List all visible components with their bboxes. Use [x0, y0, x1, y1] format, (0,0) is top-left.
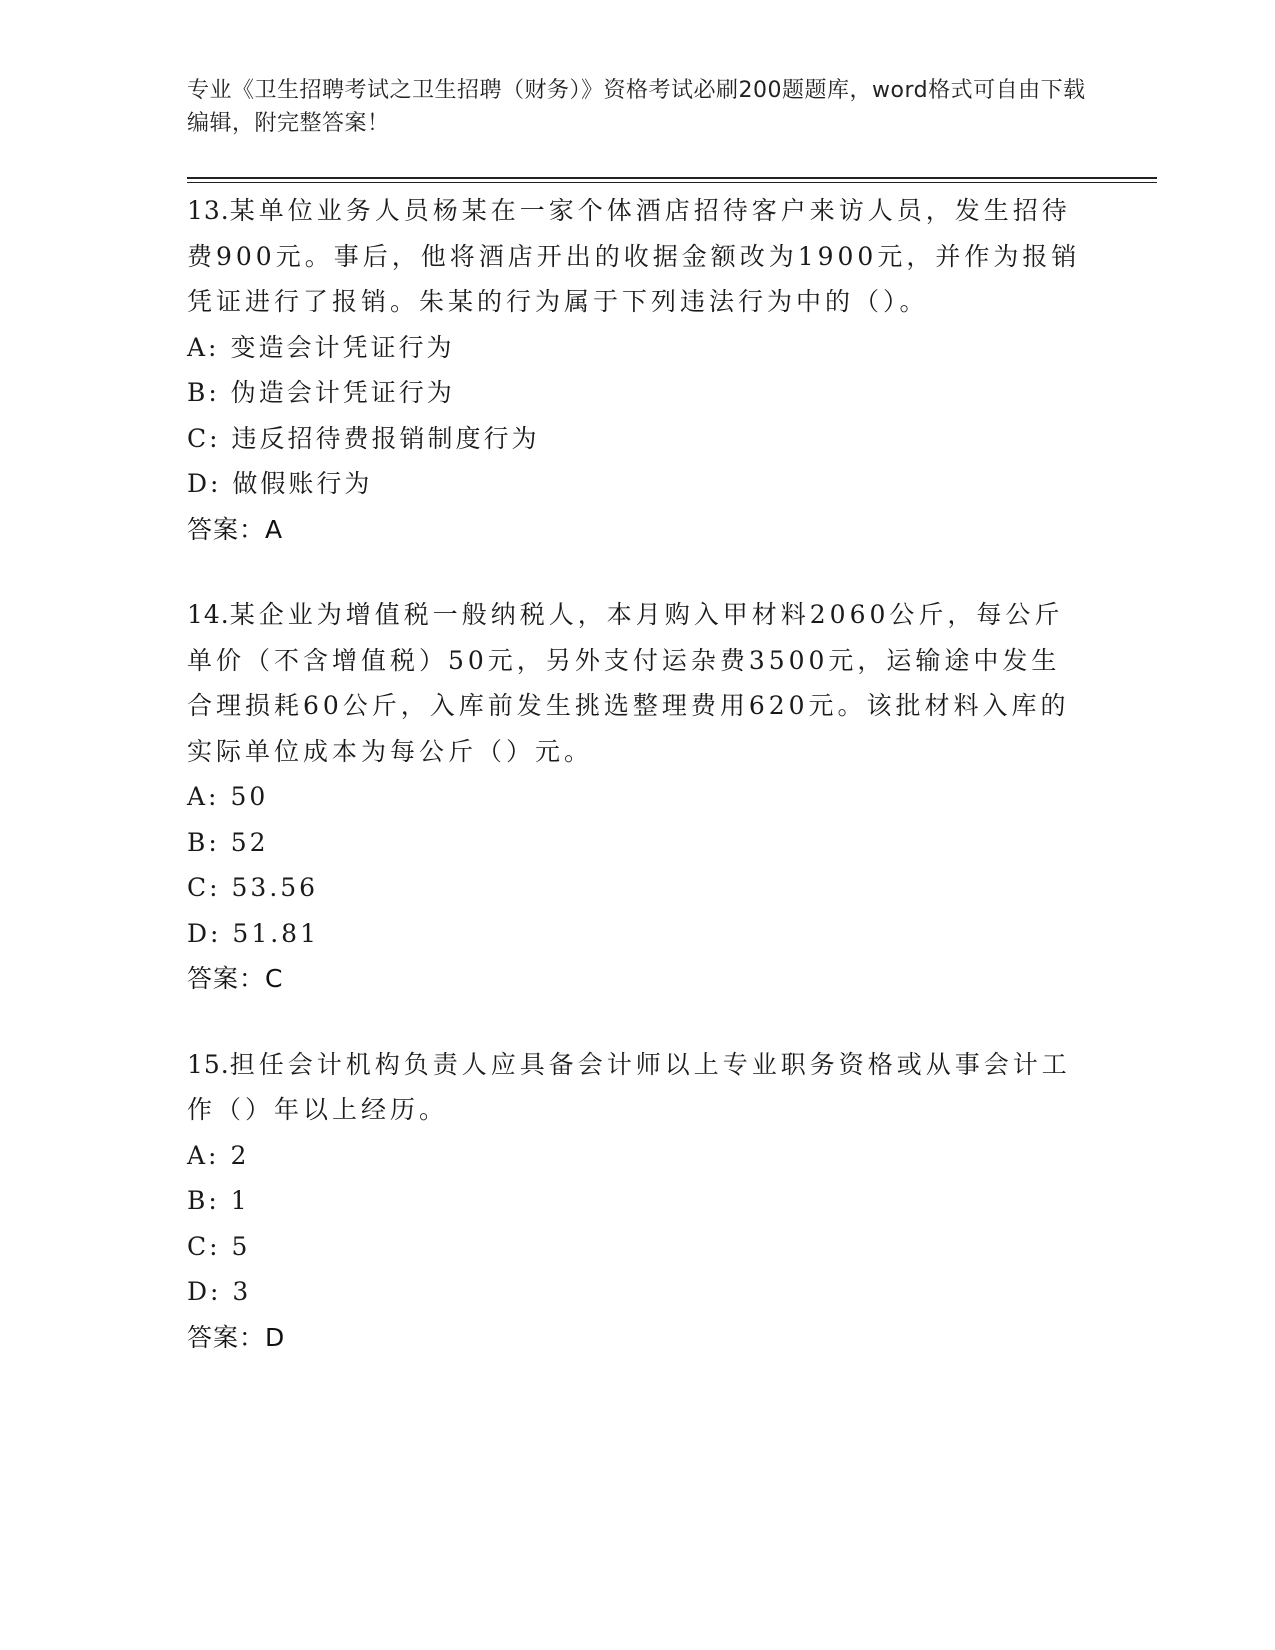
option-a — [187, 1133, 1087, 1179]
answer-line — [187, 1315, 1087, 1361]
option-a — [187, 325, 1087, 371]
option-key: D: — [187, 469, 222, 498]
option-key: B: — [187, 378, 220, 407]
question-14 — [187, 592, 1087, 1002]
option-text: 51.81 — [232, 918, 319, 948]
option-text: 5 — [231, 1231, 251, 1261]
answer-label: 答案： — [187, 1322, 266, 1352]
answer-line — [187, 956, 1087, 1002]
question-text: 某单位业务人员杨某在一家个体酒店招待客户来访人员，发生招待费900元。事后，他将酒店开出的收据金额改为1900元，并作为报销凭证进行了报销。朱某的行为属于下列违法行为中的（）。 — [187, 196, 1081, 316]
option-b — [187, 820, 1087, 866]
option-c — [187, 865, 1087, 911]
answer-value: C — [265, 964, 284, 993]
option-a — [187, 774, 1087, 820]
option-text: 3 — [232, 1277, 252, 1306]
option-key: B: — [187, 827, 220, 857]
answer-label: 答案： — [187, 514, 266, 544]
answer-value: D — [265, 1322, 286, 1352]
option-text: 变造会计凭证行为 — [230, 332, 455, 362]
option-text: 50 — [230, 782, 269, 811]
option-text: 违反招待费报销制度行为 — [231, 423, 540, 453]
option-text: 做假账行为 — [232, 469, 373, 498]
option-key: C: — [187, 873, 221, 902]
option-text: 52 — [230, 827, 269, 857]
question-list — [187, 188, 1087, 1400]
option-key: B: — [187, 1186, 220, 1215]
question-stem — [187, 1042, 1087, 1133]
option-c — [187, 1224, 1087, 1270]
option-d — [187, 911, 1087, 957]
question-13 — [187, 188, 1087, 552]
question-number: 15. — [187, 1049, 230, 1079]
option-text: 2 — [230, 1140, 250, 1170]
header-divider — [187, 177, 1157, 183]
option-d — [187, 461, 1087, 507]
option-key: C: — [187, 1231, 221, 1261]
option-text: 伪造会计凭证行为 — [230, 378, 455, 407]
option-key: D: — [187, 918, 222, 948]
document-header: 专业《卫生招聘考试之卫生招聘（财务）》资格考试必刷200题题库，word格式可自由下载编辑，附完整答案！ — [187, 78, 1086, 136]
question-15 — [187, 1042, 1087, 1361]
answer-value: A — [265, 514, 284, 544]
question-stem — [187, 592, 1087, 774]
option-key: A: — [187, 1140, 220, 1170]
option-key: C: — [187, 423, 221, 453]
option-d — [187, 1269, 1087, 1315]
question-text: 担任会计机构负责人应具备会计师以上专业职务资格或从事会计工作（）年以上经历。 — [187, 1049, 1071, 1124]
question-stem — [187, 188, 1087, 325]
answer-label: 答案： — [187, 964, 266, 993]
option-key: D: — [187, 1277, 222, 1306]
answer-line — [187, 507, 1087, 553]
question-number: 13. — [187, 196, 230, 225]
option-text: 53.56 — [231, 873, 319, 902]
option-key: A: — [187, 332, 220, 362]
option-c — [187, 416, 1087, 462]
question-number: 14. — [187, 600, 230, 629]
option-text: 1 — [230, 1186, 250, 1215]
option-key: A: — [187, 782, 220, 811]
question-text: 某企业为增值税一般纳税人，本月购入甲材料2060公斤，每公斤单价（不含增值税）50元，另外支付运杂费3500元，运输途中发生合理损耗60公斤，入库前发生挑选整理费用620元。该批材料入库的实际单位成本为每公斤（）元。 — [187, 600, 1070, 766]
option-b — [187, 1178, 1087, 1224]
option-b — [187, 370, 1087, 416]
